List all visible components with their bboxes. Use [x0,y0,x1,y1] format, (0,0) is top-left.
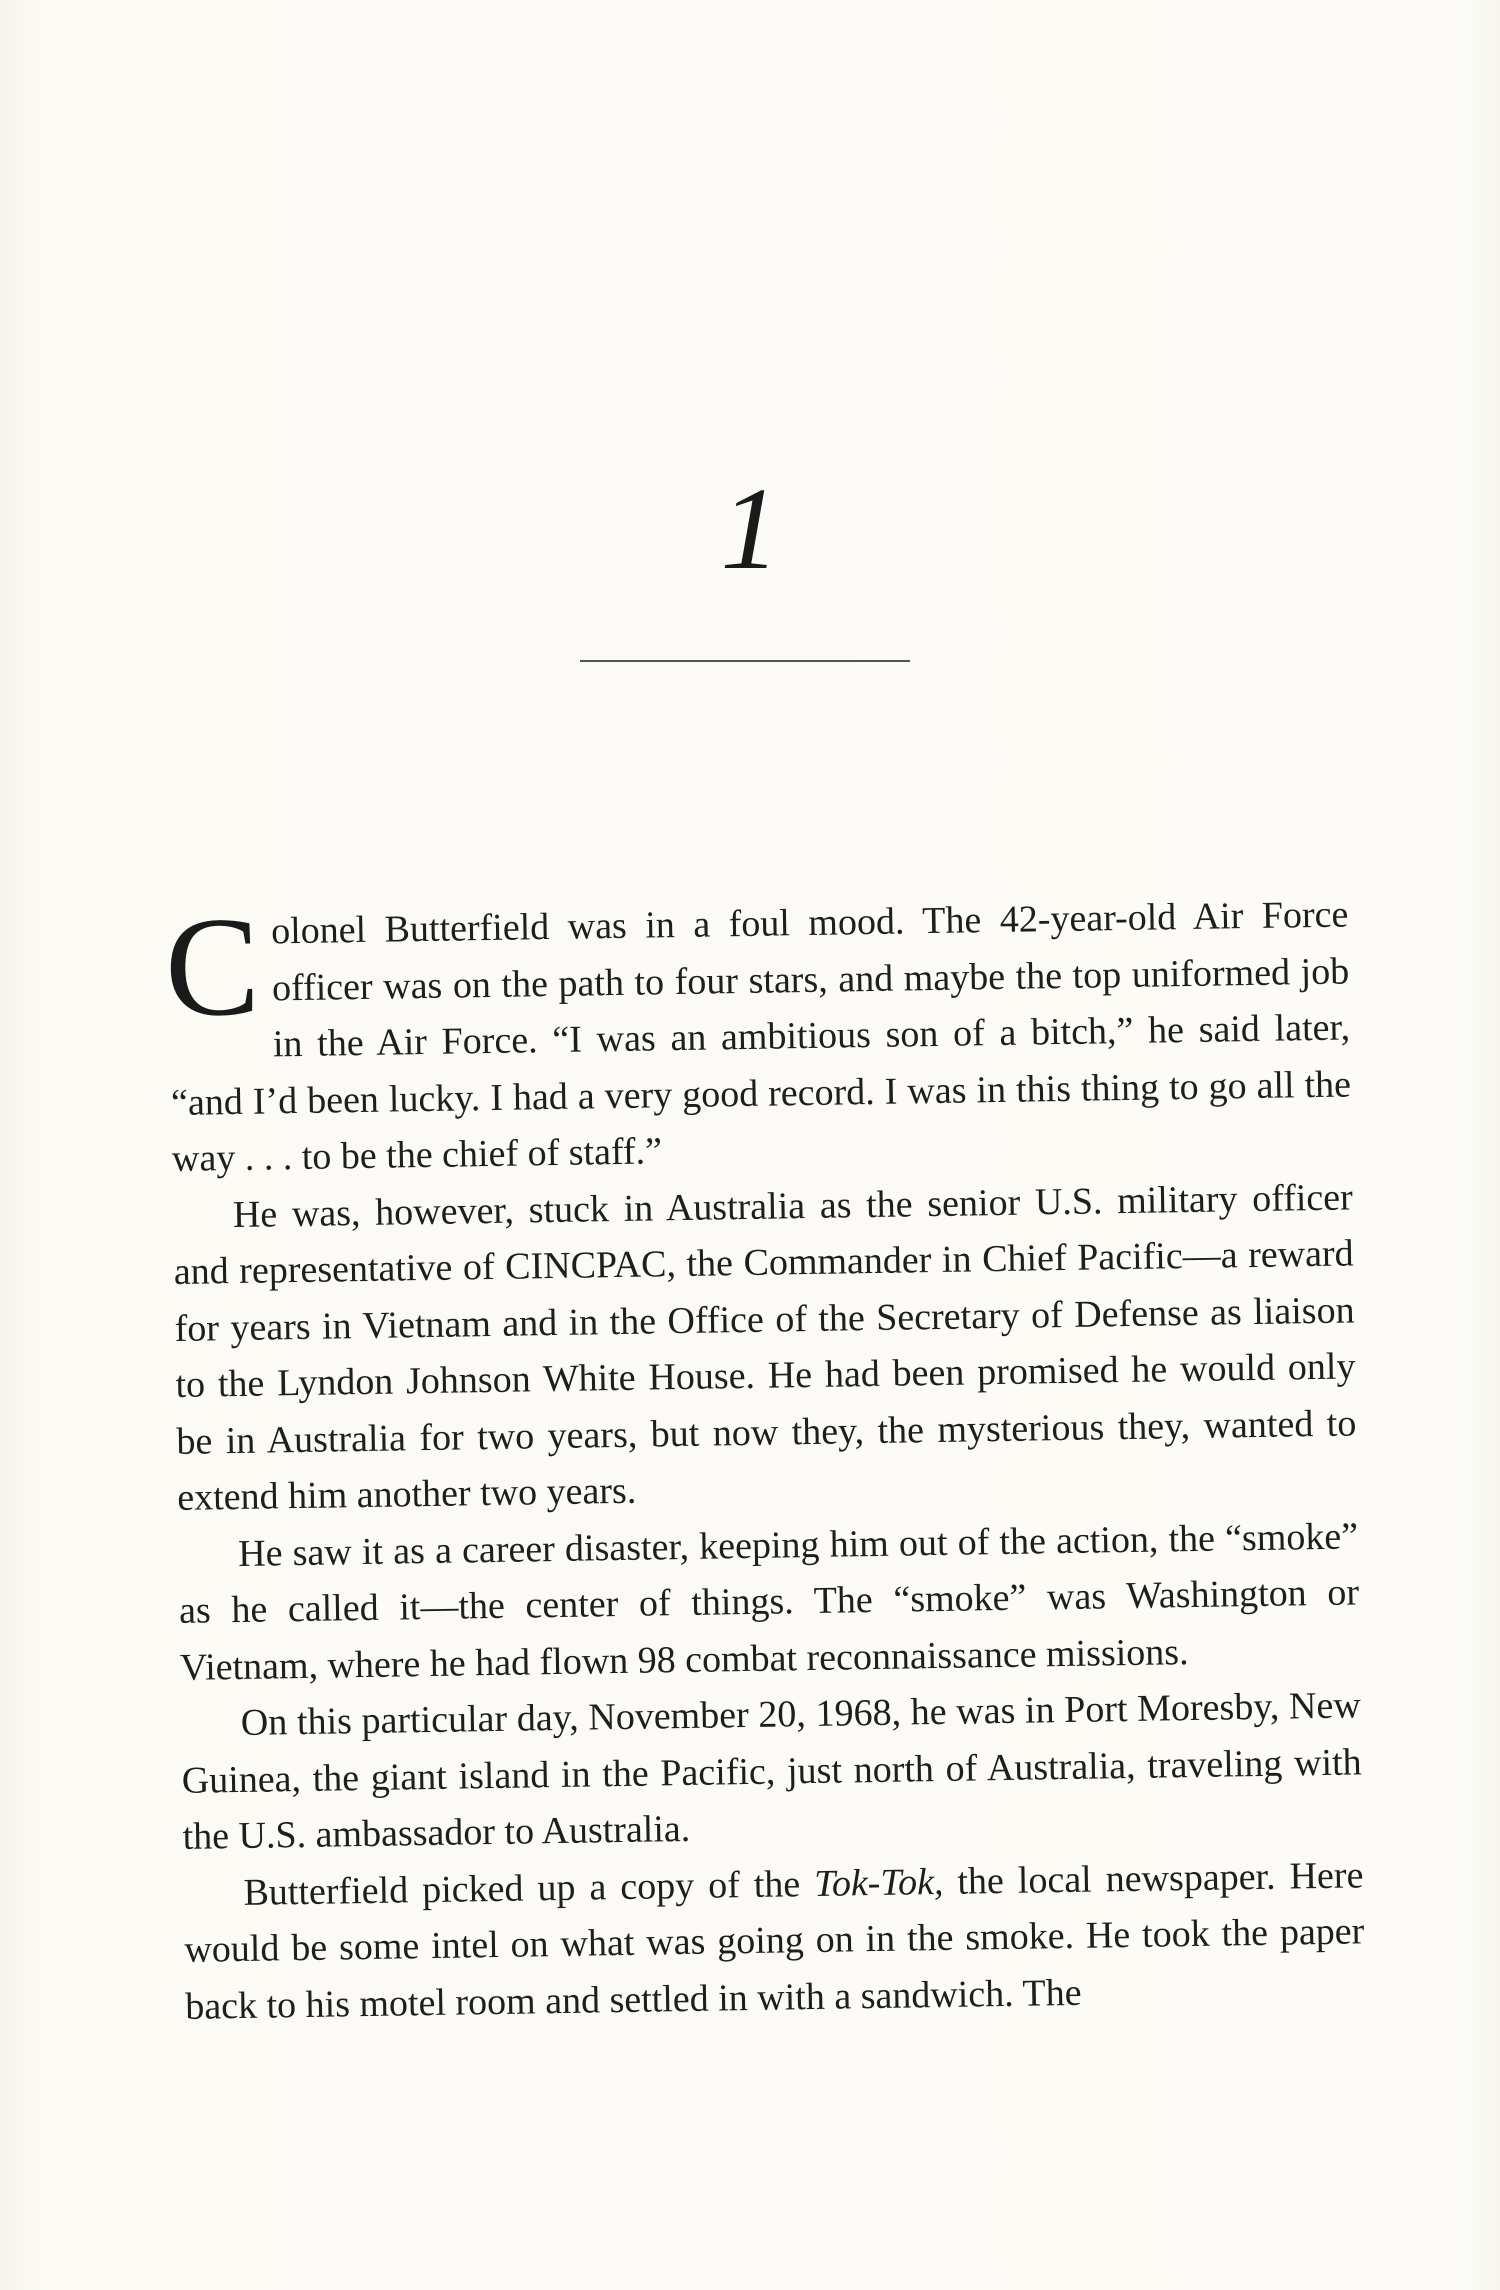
drop-cap-letter: C [163,886,261,1047]
paragraph-3: He saw it as a career disaster, keeping him out of the action, the “smoke” as he called it—the center of things. The “smoke” was Washington or Vietnam, where he had flown 98 combat reconnaissance missions. [178,1514,1360,1689]
newspaper-title: Tok-Tok, [813,1860,944,1905]
chapter-rule-divider [580,660,910,662]
paragraph-5 [183,1847,1366,2035]
paragraph-2: He was, however, stuck in Australia as the senior U.S. military officer and representative of CINCPAC, the Commander in Chief Pacific—a reward for years in Vietnam and in the Office of the Secretary of Defense as liaison to the Lyndon Johnson White House. He had been promised he would only be in Australia for two years, but now they, the mysterious they, wanted to extend him another two years. [173,1175,1357,1519]
paragraph-1-text: olonel Butterfield was in a foul mood. The 42-year-old Air Force officer was on the path to four stars, and maybe the top uniformed job in the Air Force. “I was an ambitious son of a bitch,” he said later, “and I’d been lucky. I had a very good record. I was in this thing to go all the way . . . to be the chief of staff.” [170,893,1352,1180]
paragraph-5-text-after: the local newspaper. Here would be some intel on what was going on in the smoke. He took the paper back to his motel room and settled in with a sandwich. The [184,1853,1365,2028]
paragraph-1 [163,886,1352,1187]
chapter-body-text [163,886,1366,2034]
paragraph-5-text-before: Butterfield picked up a copy of the [243,1862,815,1914]
chapter-number: 1 [720,463,780,594]
paragraph-4: On this particular day, November 20, 1968, he was in Port Moresby, New Guinea, the giant island in the Pacific, just north of Australia, traveling with the U.S. ambassador to Australia. [181,1684,1362,1858]
